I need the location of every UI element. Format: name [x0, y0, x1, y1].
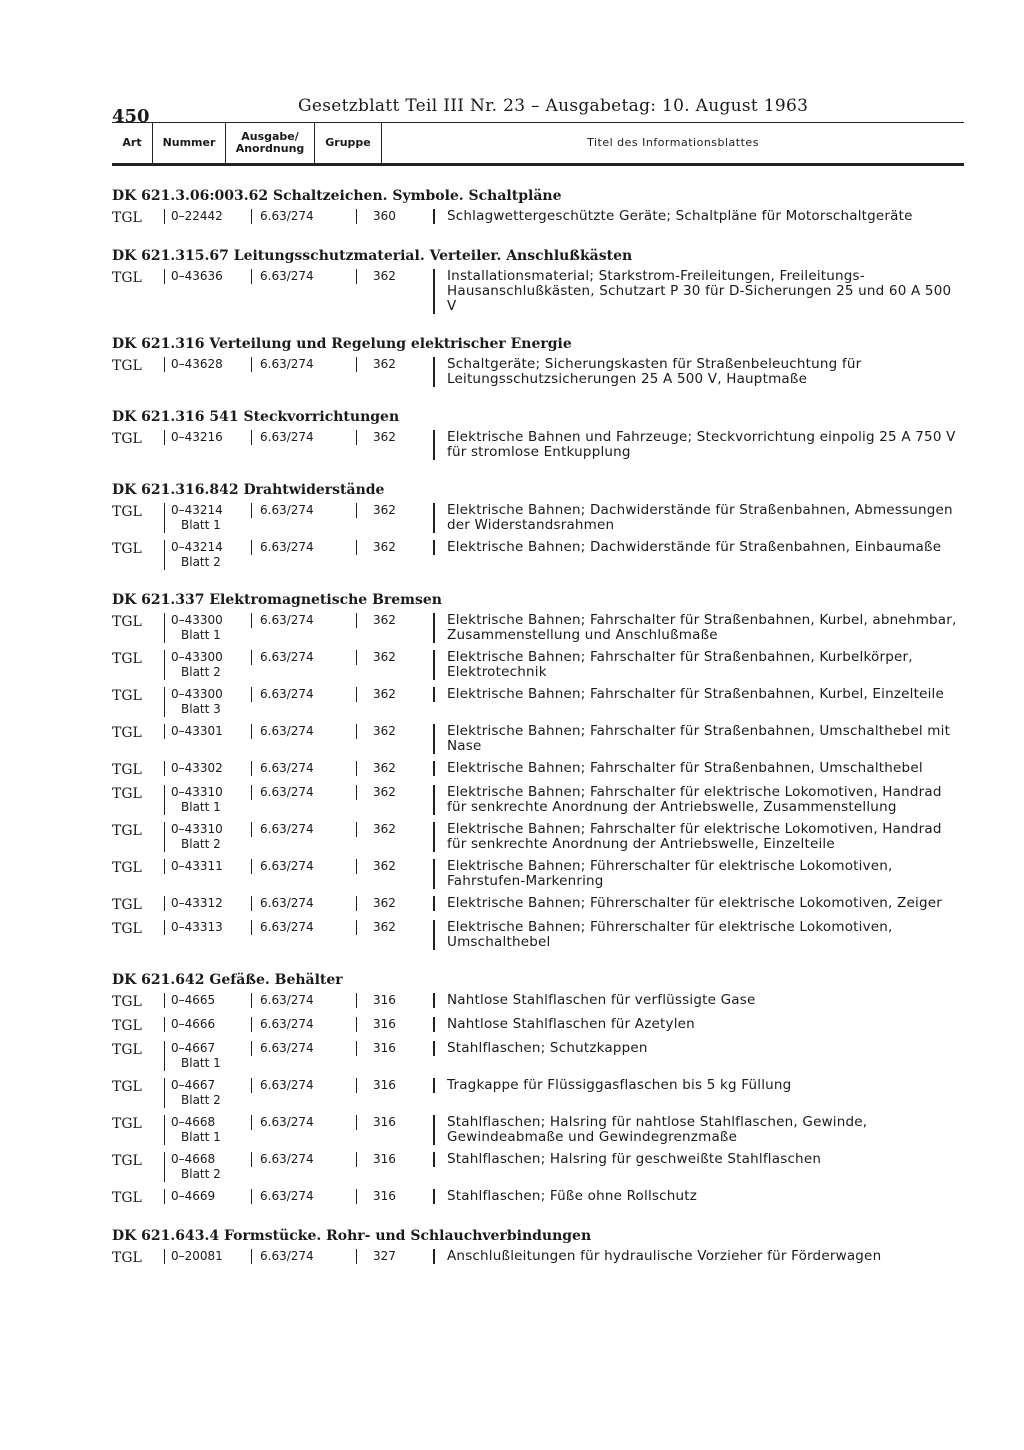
page-header-title: Gesetzblatt Teil III Nr. 23 – Ausgabetag: 10. August 1963: [298, 96, 809, 116]
dk-group: [112, 1228, 964, 1266]
column-ausgabe: Ausgabe/ Anordnung: [226, 123, 315, 163]
table-row: [112, 1249, 964, 1266]
art-cell: TGL: [112, 1042, 142, 1058]
art-cell: TGL: [112, 1153, 142, 1169]
gruppe-cell: 362: [356, 761, 433, 776]
titel-cell: Stahlflaschen; Schutzkappen: [433, 1041, 964, 1056]
blatt-value: Blatt 3: [181, 702, 221, 716]
dk-group: [112, 972, 964, 1206]
art-cell: TGL: [112, 1190, 142, 1206]
titel-cell: Schaltgeräte; Sicherungskasten für Straßenbeleuchtung für Leitungsschutzsicherungen 25 A 500 V, Hauptmaße: [433, 357, 964, 387]
nummer-value: 0–4668: [171, 1152, 216, 1166]
nummer-value: 0–4669: [171, 1189, 216, 1203]
gruppe-cell: 316: [356, 1041, 433, 1056]
dk-heading: DK 621.643.4 Formstücke. Rohr- und Schlauchverbindungen: [112, 1228, 592, 1244]
ausgabe-cell: 6.63/274: [251, 687, 356, 702]
gruppe-cell: 316: [356, 1115, 433, 1130]
dk-heading: DK 621.337 Elektromagnetische Bremsen: [112, 592, 442, 608]
ausgabe-cell: 6.63/274: [251, 357, 356, 372]
nummer-cell: [164, 1189, 251, 1204]
art-cell: TGL: [112, 688, 142, 704]
table-row: [112, 1017, 964, 1034]
nummer-cell: [164, 687, 251, 717]
ausgabe-cell: 6.63/274: [251, 1017, 356, 1032]
gruppe-cell: 362: [356, 822, 433, 837]
dk-group: [112, 248, 964, 314]
table-row: [112, 761, 964, 778]
art-cell: TGL: [112, 823, 142, 839]
nummer-cell: [164, 724, 251, 739]
table-row: [112, 993, 964, 1010]
nummer-cell: [164, 1152, 251, 1182]
gruppe-cell: 362: [356, 503, 433, 518]
nummer-cell: [164, 430, 251, 445]
nummer-value: 0–43628: [171, 357, 223, 371]
table-row: [112, 1078, 964, 1108]
titel-cell: Anschlußleitungen für hydraulische Vorzieher für Förderwagen: [433, 1249, 964, 1264]
art-cell: TGL: [112, 1250, 142, 1266]
column-art: Art: [112, 123, 153, 163]
page-number: 450: [112, 106, 150, 127]
nummer-cell: [164, 1115, 251, 1145]
ausgabe-cell: 6.63/274: [251, 269, 356, 284]
gruppe-cell: 362: [356, 540, 433, 555]
nummer-value: 0–20081: [171, 1249, 223, 1263]
nummer-cell: [164, 993, 251, 1008]
nummer-cell: [164, 859, 251, 874]
titel-cell: Elektrische Bahnen; Führerschalter für elektrische Lokomotiven, Umschalthebel: [433, 920, 964, 950]
art-cell: TGL: [112, 1116, 142, 1132]
dk-group: [112, 409, 964, 460]
art-cell: TGL: [112, 897, 142, 913]
dk-heading: DK 621.316 Verteilung und Regelung elektrischer Energie: [112, 336, 572, 352]
table-row: [112, 920, 964, 950]
titel-cell: Stahlflaschen; Halsring für geschweißte Stahlflaschen: [433, 1152, 964, 1167]
ausgabe-cell: 6.63/274: [251, 822, 356, 837]
titel-cell: Elektrische Bahnen; Dachwiderstände für Straßenbahnen, Abmessungen der Widerstandsrahmen: [433, 503, 964, 533]
nummer-value: 0–43300: [171, 687, 223, 701]
blatt-value: Blatt 1: [181, 800, 221, 814]
blatt-value: Blatt 1: [181, 1056, 221, 1070]
table-row: [112, 785, 964, 815]
nummer-value: 0–4667: [171, 1041, 216, 1055]
dk-heading: DK 621.3.06:003.62 Schaltzeichen. Symbole. Schaltpläne: [112, 188, 562, 204]
nummer-cell: [164, 920, 251, 935]
art-cell: TGL: [112, 921, 142, 937]
nummer-cell: [164, 785, 251, 815]
gruppe-cell: 362: [356, 859, 433, 874]
gruppe-cell: 327: [356, 1249, 433, 1264]
ausgabe-cell: 6.63/274: [251, 1041, 356, 1056]
nummer-value: 0–43310: [171, 822, 223, 836]
document-page: [112, 92, 964, 1273]
ausgabe-cell: 6.63/274: [251, 650, 356, 665]
nummer-cell: [164, 269, 251, 284]
nummer-cell: [164, 613, 251, 643]
gruppe-cell: 362: [356, 269, 433, 284]
titel-cell: Elektrische Bahnen; Fahrschalter für Straßenbahnen, Kurbel, abnehmbar, Zusammenstellung und Anschlußmaße: [433, 613, 964, 643]
nummer-value: 0–43302: [171, 761, 223, 775]
table-row: [112, 269, 964, 314]
column-gruppe: Gruppe: [315, 123, 382, 163]
ausgabe-cell: 6.63/274: [251, 785, 356, 800]
ausgabe-cell: 6.63/274: [251, 430, 356, 445]
ausgabe-cell: 6.63/274: [251, 540, 356, 555]
dk-group: [112, 592, 964, 950]
column-header-row: [112, 123, 964, 163]
nummer-value: 0–43300: [171, 650, 223, 664]
ausgabe-cell: 6.63/274: [251, 1078, 356, 1093]
art-cell: TGL: [112, 725, 142, 741]
table-row: [112, 209, 964, 226]
nummer-value: 0–22442: [171, 209, 223, 223]
page-header: [112, 92, 964, 127]
nummer-value: 0–43313: [171, 920, 223, 934]
blatt-value: Blatt 2: [181, 555, 221, 569]
art-cell: TGL: [112, 270, 142, 286]
column-titel: Titel des Informationsblattes: [587, 136, 759, 149]
titel-cell: Elektrische Bahnen; Fahrschalter für Straßenbahnen, Kurbelkörper, Elektrotechnik: [433, 650, 964, 680]
gruppe-cell: 362: [356, 430, 433, 445]
table-row: [112, 613, 964, 643]
art-cell: TGL: [112, 210, 142, 226]
nummer-value: 0–43310: [171, 785, 223, 799]
nummer-value: 0–43301: [171, 724, 223, 738]
titel-cell: Tragkappe für Flüssiggasflaschen bis 5 kg Füllung: [433, 1078, 964, 1093]
dk-group: [112, 482, 964, 570]
gruppe-cell: 362: [356, 785, 433, 800]
table-row: [112, 1041, 964, 1071]
ausgabe-cell: 6.63/274: [251, 613, 356, 628]
art-cell: TGL: [112, 762, 142, 778]
art-cell: TGL: [112, 1018, 142, 1034]
table-row: [112, 1115, 964, 1145]
gruppe-cell: 362: [356, 613, 433, 628]
titel-cell: Elektrische Bahnen; Fahrschalter für elektrische Lokomotiven, Handrad für senkrechte Anordnung der Antriebswelle, Einzelteile: [433, 822, 964, 852]
titel-cell: Nahtlose Stahlflaschen für verflüssigte Gase: [433, 993, 964, 1008]
dk-heading: DK 621.315.67 Leitungsschutzmaterial. Verteiler. Anschlußkästen: [112, 248, 633, 264]
nummer-value: 0–43300: [171, 613, 223, 627]
art-cell: TGL: [112, 651, 142, 667]
nummer-value: 0–43216: [171, 430, 223, 444]
table-row: [112, 1152, 964, 1182]
column-nummer: Nummer: [153, 123, 226, 163]
titel-cell: Elektrische Bahnen; Fahrschalter für Straßenbahnen, Umschalthebel: [433, 761, 964, 776]
nummer-cell: [164, 1041, 251, 1071]
art-cell: TGL: [112, 786, 142, 802]
nummer-value: 0–4666: [171, 1017, 216, 1031]
entry-groups: [112, 188, 964, 1266]
gruppe-cell: 316: [356, 993, 433, 1008]
nummer-cell: [164, 650, 251, 680]
dk-heading: DK 621.642 Gefäße. Behälter: [112, 972, 343, 988]
gruppe-cell: 316: [356, 1017, 433, 1032]
ausgabe-cell: 6.63/274: [251, 724, 356, 739]
gruppe-cell: 362: [356, 724, 433, 739]
dk-group: [112, 336, 964, 387]
nummer-value: 0–43214: [171, 503, 223, 517]
art-cell: TGL: [112, 614, 142, 630]
table-row: [112, 540, 964, 570]
titel-cell: Elektrische Bahnen; Fahrschalter für elektrische Lokomotiven, Handrad für senkrechte Anordnung der Antriebswelle, Zusammenstellung: [433, 785, 964, 815]
table-row: [112, 724, 964, 754]
titel-cell: Elektrische Bahnen; Fahrschalter für Straßenbahnen, Umschalthebel mit Nase: [433, 724, 964, 754]
ausgabe-cell: 6.63/274: [251, 1115, 356, 1130]
titel-cell: Installationsmaterial; Starkstrom-Freileitungen, Freileitungs-Hausanschlußkästen, Schutzart P 30 für D-Sicherungen 25 und 60 A 500 V: [433, 269, 964, 314]
titel-cell: Stahlflaschen; Füße ohne Rollschutz: [433, 1189, 964, 1204]
gruppe-cell: 316: [356, 1189, 433, 1204]
art-cell: TGL: [112, 431, 142, 447]
titel-cell: Elektrische Bahnen; Führerschalter für elektrische Lokomotiven, Zeiger: [433, 896, 964, 911]
table-row: [112, 822, 964, 852]
nummer-value: 0–4668: [171, 1115, 216, 1129]
dk-group: [112, 188, 964, 226]
gruppe-cell: 362: [356, 357, 433, 372]
nummer-cell: [164, 1078, 251, 1108]
column-header-rule: [112, 163, 964, 166]
gruppe-cell: 362: [356, 896, 433, 911]
ausgabe-cell: 6.63/274: [251, 859, 356, 874]
ausgabe-cell: 6.63/274: [251, 209, 356, 224]
ausgabe-cell: 6.63/274: [251, 1152, 356, 1167]
table-row: [112, 503, 964, 533]
art-cell: TGL: [112, 504, 142, 520]
table-row: [112, 687, 964, 717]
ausgabe-cell: 6.63/274: [251, 761, 356, 776]
nummer-value: 0–43214: [171, 540, 223, 554]
table-row: [112, 650, 964, 680]
nummer-value: 0–43311: [171, 859, 223, 873]
nummer-cell: [164, 822, 251, 852]
blatt-value: Blatt 2: [181, 1093, 221, 1107]
titel-cell: Schlagwettergeschützte Geräte; Schaltpläne für Motorschaltgeräte: [433, 209, 964, 224]
table-row: [112, 1189, 964, 1206]
nummer-value: 0–43636: [171, 269, 223, 283]
nummer-cell: [164, 1249, 251, 1264]
blatt-value: Blatt 2: [181, 1167, 221, 1181]
art-cell: TGL: [112, 541, 142, 557]
nummer-cell: [164, 896, 251, 911]
table-row: [112, 357, 964, 387]
gruppe-cell: 316: [356, 1078, 433, 1093]
art-cell: TGL: [112, 1079, 142, 1095]
ausgabe-cell: 6.63/274: [251, 920, 356, 935]
nummer-value: 0–4665: [171, 993, 216, 1007]
nummer-cell: [164, 503, 251, 533]
blatt-value: Blatt 1: [181, 1130, 221, 1144]
titel-cell: Elektrische Bahnen und Fahrzeuge; Steckvorrichtung einpolig 25 A 750 V für stromlose Entkupplung: [433, 430, 964, 460]
blatt-value: Blatt 1: [181, 628, 221, 642]
table-row: [112, 859, 964, 889]
gruppe-cell: 362: [356, 687, 433, 702]
gruppe-cell: 316: [356, 1152, 433, 1167]
titel-cell: Elektrische Bahnen; Fahrschalter für Straßenbahnen, Kurbel, Einzelteile: [433, 687, 964, 702]
blatt-value: Blatt 2: [181, 665, 221, 679]
dk-heading: DK 621.316.842 Drahtwiderstände: [112, 482, 385, 498]
gruppe-cell: 362: [356, 650, 433, 665]
art-cell: TGL: [112, 994, 142, 1010]
table-row: [112, 896, 964, 913]
titel-cell: Elektrische Bahnen; Dachwiderstände für Straßenbahnen, Einbaumaße: [433, 540, 964, 555]
dk-heading: DK 621.316 541 Steckvorrichtungen: [112, 409, 400, 425]
table-row: [112, 430, 964, 460]
titel-cell: Stahlflaschen; Halsring für nahtlose Stahlflaschen, Gewinde, Gewindeabmaße und Gewindegrenzmaße: [433, 1115, 964, 1145]
nummer-value: 0–43312: [171, 896, 223, 910]
ausgabe-cell: 6.63/274: [251, 993, 356, 1008]
nummer-cell: [164, 1017, 251, 1032]
gruppe-cell: 360: [356, 209, 433, 224]
ausgabe-cell: 6.63/274: [251, 1249, 356, 1264]
art-cell: TGL: [112, 358, 142, 374]
gruppe-cell: 362: [356, 920, 433, 935]
titel-cell: Elektrische Bahnen; Führerschalter für elektrische Lokomotiven, Fahrstufen-Markenring: [433, 859, 964, 889]
ausgabe-cell: 6.63/274: [251, 896, 356, 911]
nummer-cell: [164, 761, 251, 776]
nummer-value: 0–4667: [171, 1078, 216, 1092]
art-cell: TGL: [112, 860, 142, 876]
nummer-cell: [164, 357, 251, 372]
ausgabe-cell: 6.63/274: [251, 503, 356, 518]
blatt-value: Blatt 1: [181, 518, 221, 532]
ausgabe-cell: 6.63/274: [251, 1189, 356, 1204]
nummer-cell: [164, 540, 251, 570]
blatt-value: Blatt 2: [181, 837, 221, 851]
nummer-cell: [164, 209, 251, 224]
titel-cell: Nahtlose Stahlflaschen für Azetylen: [433, 1017, 964, 1032]
